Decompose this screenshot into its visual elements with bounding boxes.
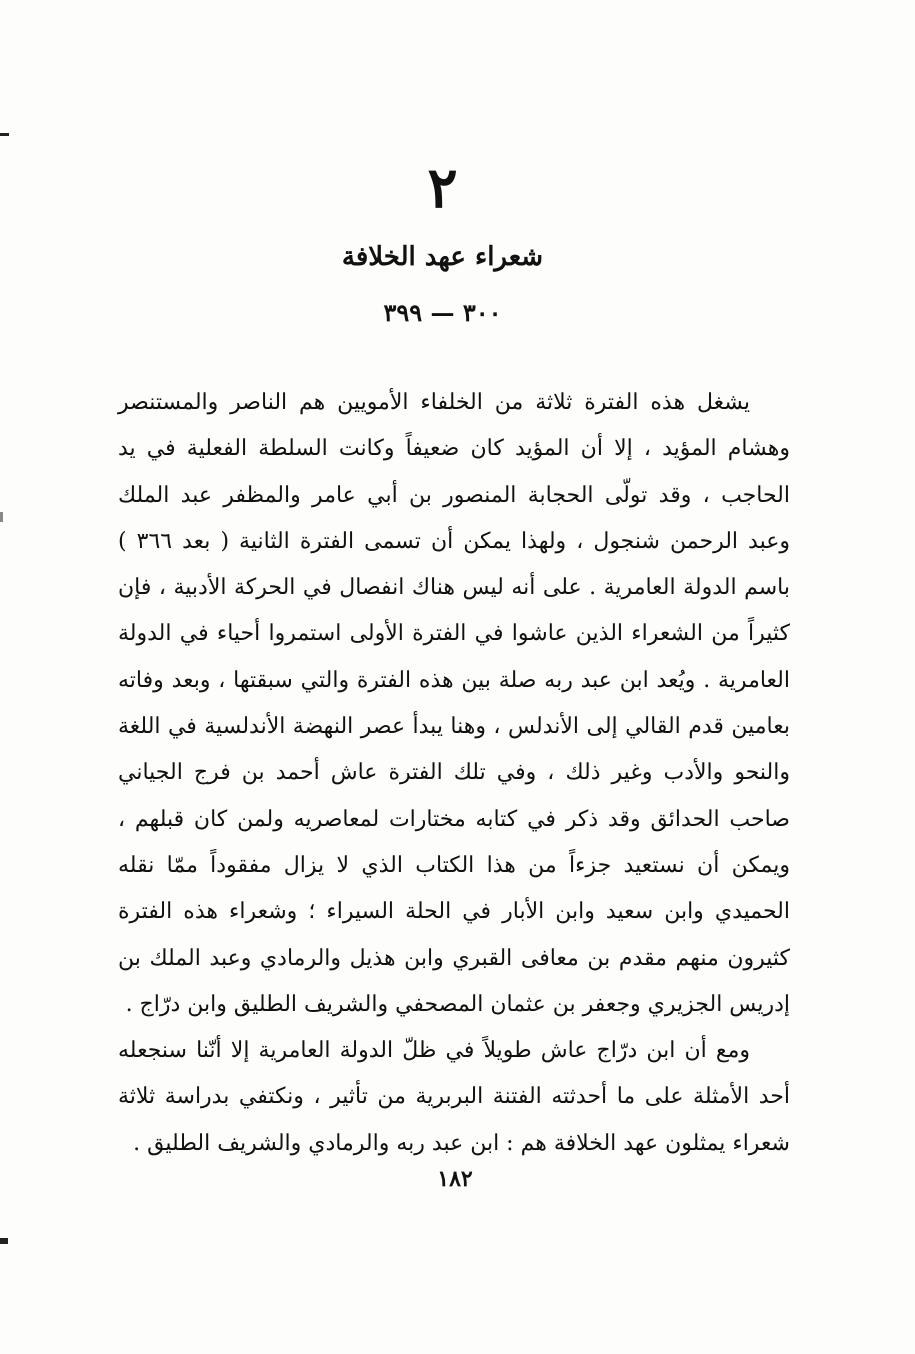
scan-edge-mark <box>0 1238 8 1244</box>
chapter-dates: ٣٠٠ — ٣٩٩ <box>383 298 502 327</box>
paragraph: ومع أن ابن درّاج عاش طويلاً في ظلّ الدولة العامرية إلا أنّنا سنجعله أحد الأمثلة على ما أحدثته الفتنة البربرية من تأثير ، ونكتفي بدراسة ثلاثة شعراء يمثلون عهد الخلافة هم : ابن عبد ربه والرمادي والشريف الطليق . <box>118 1038 790 1156</box>
chapter-title: شعراء عهد الخلافة <box>341 242 544 272</box>
paragraph: يشغل هذه الفترة ثلاثة من الخلفاء الأمويين هم الناصر والمستنصر وهشام المؤيد ، إلا أن المؤيد كان ضعيفاً وكانت السلطة الفعلية في يد الحاجب ، وقد تولّى الحجابة المنصور بن أبي عامر والمظفر عبد الملك وعبد الرحمن شنجول ، ولهذا يمكن أن تسمى الفترة الثانية ( بعد ٣٦٦ ) باسم الدولة العامرية . على أنه ليس هناك انفصال في الحركة الأدبية ، فإن كثيراً من الشعراء الذين عاشوا في الفترة الأولى استمروا أحياء في الدولة العامرية . ويُعد ابن عبد ربه صلة بين هذه الفترة والتي سبقتها ، وبعد وفاته بعامين قدم القالي إلى الأندلس ، وهنا يبدأ عصر النهضة الأندلسية في اللغة والنحو والأدب وغير ذلك ، وفي تلك الفترة عاش أحمد بن فرج الجياني صاحب الحدائق وقد ذكر في كتابه مختارات لمعاصريه ولمن كان قبلهم ، ويمكن أن نستعيد جزءاً من هذا الكتاب الذي لا يزال مفقوداً ممّا نقله الحميدي وابن سعيد وابن الأبار في الحلة السيراء ؛ وشعراء هذه الفترة كثيرون منهم مقدم بن معافى القبري وابن هذيل والرمادي وعبد الملك بن إدريس الجزيري وجعفر بن عثمان المصحفي والشريف الطليق وابن درّاج . <box>118 390 790 1017</box>
scan-edge-mark <box>0 512 3 522</box>
page-number: ١٨٢ <box>437 1166 473 1192</box>
body-text <box>118 380 790 1167</box>
scan-edge-mark <box>0 133 9 136</box>
chapter-number: ٢ <box>427 155 458 221</box>
